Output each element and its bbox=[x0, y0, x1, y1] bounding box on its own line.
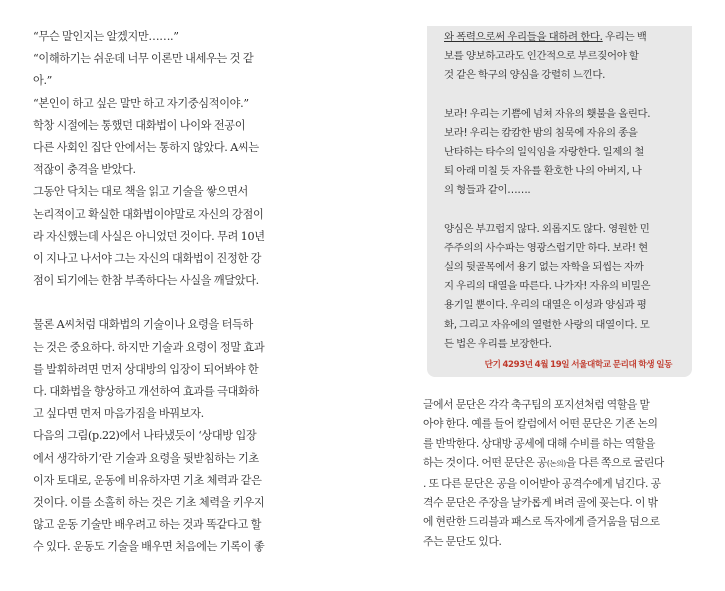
text-line: 점이 되기에는 한참 부족하다는 사실을 깨달았다. bbox=[33, 274, 259, 288]
text-line: 에서 생각하기’란 기술과 요령을 뒷받침하는 기초 bbox=[33, 451, 259, 465]
text-line: 지 우리의 대열을 따른다. 나가자! 자유의 비밀은 bbox=[444, 280, 651, 293]
text-line: 적잖이 충격을 받았다. bbox=[33, 163, 136, 177]
text-line: 다음의 그림(p.22)에서 나타냈듯이 ‘상대방 입장 bbox=[33, 429, 257, 443]
text-line: 용기일 뿐이다. 우리의 대열은 이성과 양심과 평 bbox=[444, 299, 647, 312]
quote-source: 단기 4293년 4월 19일 서울대학교 문리대 학생 일동 bbox=[484, 360, 672, 371]
text-line: 퇴 아래 미칠 듯 자유를 환호한 나의 아버지, 나 bbox=[444, 165, 642, 178]
text-line: 격수 문단은 주장을 날카롭게 벼려 골에 꽂는다. 이 밖 bbox=[423, 496, 658, 510]
text-line: 않고 운동 기술만 배우려고 하는 것과 똑같다고 할 bbox=[33, 518, 262, 532]
text-line: 보를 양보하고라도 인간적으로 부르짖어야 할 bbox=[444, 50, 639, 63]
text-line: 주는 문단도 있다. bbox=[423, 534, 502, 548]
text-line bbox=[444, 28, 692, 47]
paragraph-gap bbox=[33, 292, 301, 314]
text-line: “본인이 하고 싶은 말만 하고 자기중심적이야.” bbox=[33, 96, 249, 110]
text-line: 를 반박한다. 상대방 공세에 대해 수비를 하는 역할을 bbox=[423, 436, 656, 450]
text-line: 다른 사회인 집단 안에서는 통하지 않았다. A씨는 bbox=[33, 141, 259, 155]
text-line bbox=[423, 453, 693, 473]
text-line: 주주의의 사수파는 영광스럽기만 하다. 보라! 현 bbox=[444, 241, 648, 254]
text-line: 물론 A씨처럼 대화법의 기술이나 요령을 터득하 bbox=[33, 318, 253, 332]
text-line: 양심은 부끄럽지 않다. 외롭지도 않다. 영원한 민 bbox=[444, 222, 650, 235]
text-line: 실의 뒷골목에서 용기 없는 자학을 되씹는 자까 bbox=[444, 261, 644, 274]
text-line: 보라! 우리는 캄캄한 밤의 침묵에 자유의 종을 bbox=[444, 126, 638, 139]
text-line: 그동안 닥치는 대로 책을 읽고 기술을 쌓으면서 bbox=[33, 185, 248, 199]
text-line: 글에서 문단은 각각 축구팀의 포지션처럼 역할을 맡 bbox=[423, 398, 650, 411]
text-line: 난타하는 타수의 일익임을 자랑한다. 일제의 철 bbox=[444, 146, 645, 159]
text-span: 우리는 백 bbox=[602, 31, 647, 43]
text-span: 을 다른 쪽으로 굴린다 bbox=[565, 456, 665, 470]
text-line: 것 같은 학구의 양심을 강렬히 느낀다. bbox=[444, 69, 606, 82]
text-span: 하는 것이다. 어떤 문단은 공 bbox=[423, 456, 547, 470]
text-line: 이 지나고 나서야 그는 자신의 대화법이 진정한 강 bbox=[33, 252, 262, 266]
paragraph-gap bbox=[444, 201, 692, 220]
text-line: 수 있다. 운동도 기술을 배우면 처음에는 기록이 좋 bbox=[33, 540, 265, 554]
text-line: 학창 시절에는 통했던 대화법이 나이와 전공이 bbox=[33, 118, 246, 132]
paragraph-gap bbox=[444, 86, 692, 105]
text-line: 아.” bbox=[33, 74, 53, 88]
quote-box bbox=[427, 26, 692, 377]
text-line: “이해하기는 쉬운데 너무 이론만 내세우는 것 같 bbox=[33, 52, 254, 66]
text-line: 다. 대화법을 향상하고 개선하여 효과를 극대화하 bbox=[33, 385, 259, 399]
text-line: 라 자신했는데 사실은 아니었던 것이다. 무려 10년 bbox=[33, 229, 265, 243]
text-line: 에 현란한 드리블과 패스로 독자에게 즐거움을 덤으로 bbox=[423, 515, 660, 529]
text-line: 화, 그리고 자유에의 열렬한 사랑의 대열이다. 모 bbox=[444, 318, 650, 331]
text-line: 것이다. 이를 소홀히 하는 것은 기초 체력을 키우지 bbox=[33, 496, 265, 510]
left-page-body bbox=[33, 26, 301, 559]
text-line: 이자 토대로, 운동에 비유하자면 기초 체력과 같은 bbox=[33, 473, 262, 487]
text-line: . 또 다른 문단은 공을 이어받아 공격수에게 넘긴다. 공 bbox=[423, 476, 661, 490]
small-annotation: (논의) bbox=[546, 459, 566, 469]
text-line: 의 형들과 같이……. bbox=[444, 184, 531, 197]
text-line: 아야 한다. 예를 들어 칼럼에서 어떤 문단은 기존 논의 bbox=[423, 417, 658, 431]
text-line: “무슨 말인지는 알겠지만…….” bbox=[33, 30, 179, 43]
text-line: 고 싶다면 먼저 마음가짐을 바꿔보자. bbox=[33, 407, 204, 421]
text-line: 논리적이고 확실한 대화법이야말로 자신의 강점이 bbox=[33, 207, 264, 221]
text-line: 를 발휘하려면 먼저 상대방의 입장이 되어봐야 한 bbox=[33, 362, 259, 376]
underlined-text: 와 폭력으로써 우리들을 대하려 한다. bbox=[444, 31, 603, 43]
text-line: 든 법은 우리를 보장한다. bbox=[444, 337, 552, 350]
text-line: 는 것은 중요하다. 하지만 기술과 요령이 정말 효과 bbox=[33, 340, 265, 354]
text-line: 보라! 우리는 기쁨에 넘쳐 자유의 횃불을 올린다. bbox=[444, 107, 651, 120]
right-page-body bbox=[423, 395, 693, 551]
